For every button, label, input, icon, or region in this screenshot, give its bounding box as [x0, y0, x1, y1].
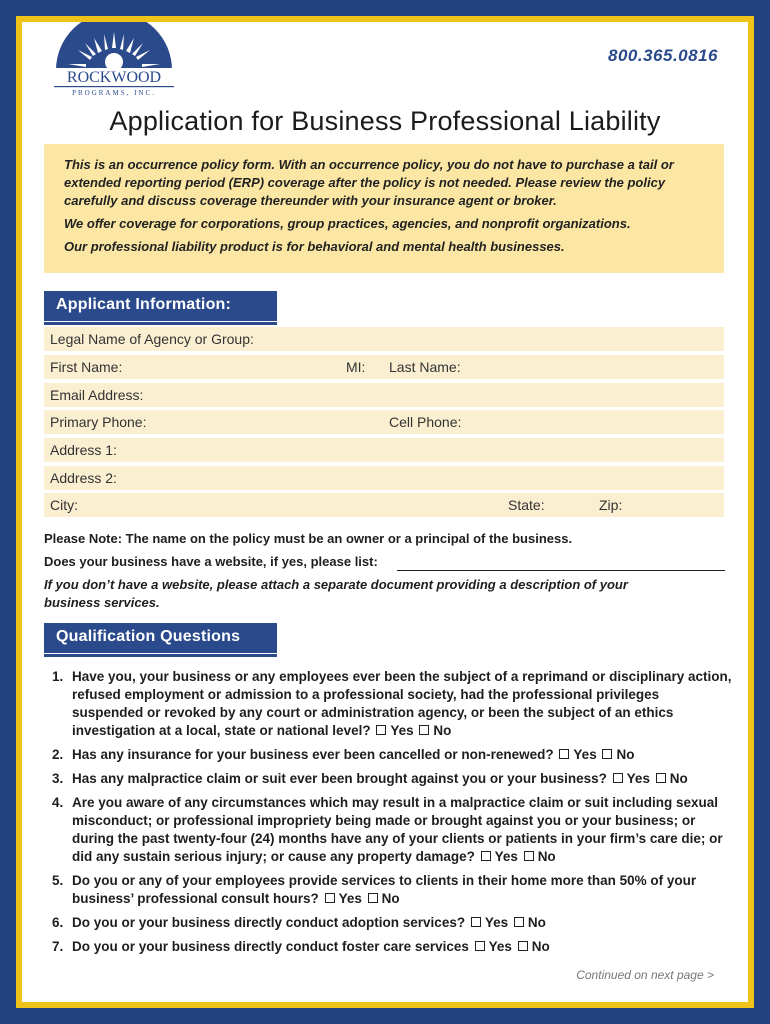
question-text: Do you or any of your employees provide services to clients in their home more than 50% of your business’ professional consult hours?	[72, 873, 697, 906]
legal-name-field[interactable]	[44, 327, 724, 351]
city-label: City:	[50, 497, 78, 513]
yes-checkbox[interactable]	[325, 893, 335, 903]
yes-label: Yes	[488, 939, 512, 954]
yes-label: Yes	[338, 891, 362, 906]
qualification-question-list	[52, 668, 732, 962]
yes-checkbox[interactable]	[471, 917, 481, 927]
qualification-questions-heading: Qualification Questions	[44, 623, 277, 653]
no-checkbox[interactable]	[602, 749, 612, 759]
question-number: 6.	[52, 915, 64, 930]
applicant-information-heading: Applicant Information:	[44, 291, 277, 321]
no-label: No	[616, 747, 635, 762]
no-label: No	[531, 939, 550, 954]
notice-coverage: We offer coverage for corporations, group practices, agencies, and nonprofit organizations.	[64, 216, 631, 231]
notice-occurrence-policy: This is an occurrence policy form. With an occurrence policy, you do not have to purchase a tail or extended reporting period (ERP) coverage after the policy is not needed. Please review the policy carefully and discuss coverage thereunder with your insurance agent or broker.	[64, 157, 674, 208]
no-label: No	[381, 891, 400, 906]
question-text: Has any malpractice claim or suit ever been brought against you or your business?	[72, 771, 607, 786]
form-page	[22, 22, 748, 1002]
yes-label: Yes	[626, 771, 650, 786]
mi-label: MI:	[346, 359, 366, 375]
phone-row	[44, 410, 724, 434]
primary-phone-label: Primary Phone:	[50, 414, 147, 430]
no-checkbox[interactable]	[368, 893, 378, 903]
logo-subtitle: PROGRAMS, INC.	[72, 89, 156, 97]
address1-label: Address 1:	[50, 442, 117, 458]
no-label: No	[527, 915, 546, 930]
question-number: 5.	[52, 873, 64, 888]
continued-next-page: Continued on next page >	[576, 968, 714, 982]
question-3	[52, 770, 732, 788]
question-7	[52, 938, 732, 956]
address1-field[interactable]	[44, 438, 724, 462]
yes-label: Yes	[390, 723, 414, 738]
owner-note: Please Note: The name on the policy must be an owner or a principal of the business.	[44, 531, 573, 546]
logo-name: ROCKWOOD	[66, 69, 162, 86]
name-row	[44, 355, 724, 379]
question-number: 2.	[52, 747, 64, 762]
no-checkbox[interactable]	[419, 725, 429, 735]
question-1	[52, 668, 732, 740]
yes-label: Yes	[494, 849, 518, 864]
question-text: Are you aware of any circumstances which may result in a malpractice claim or suit including sexual misconduct; or professional impropriety being made or brought against you or your business; or during the past twenty-four (24) months have any of your clients or patients in your firm’s care die; or did any sustain serious injury; or cause any property damage?	[72, 795, 723, 864]
page-title: Application for Business Professional Liability	[109, 106, 661, 136]
first-name-label: First Name:	[50, 359, 123, 375]
question-text: Do you or your business directly conduct foster care services	[72, 939, 469, 954]
no-checkbox[interactable]	[518, 941, 528, 951]
question-4	[52, 794, 732, 866]
question-2	[52, 746, 732, 764]
legal-name-label: Legal Name of Agency or Group:	[50, 331, 254, 347]
notice-product: Our professional liability product is for behavioral and mental health businesses.	[64, 239, 565, 254]
no-checkbox[interactable]	[524, 851, 534, 861]
address2-label: Address 2:	[50, 470, 117, 486]
yes-label: Yes	[484, 915, 509, 930]
yes-checkbox[interactable]	[613, 773, 623, 783]
question-number: 7.	[52, 939, 64, 954]
rockwood-logo	[50, 22, 178, 100]
question-number: 4.	[52, 795, 64, 810]
website-question: Does your business have a website, if yes, please list:	[44, 554, 378, 569]
cell-phone-label: Cell Phone:	[389, 414, 462, 430]
no-website-note: If you don’t have a website, please attach a separate document providing a description of your business services.	[44, 577, 628, 610]
question-number: 3.	[52, 771, 64, 786]
yes-checkbox[interactable]	[475, 941, 485, 951]
question-5	[52, 872, 732, 908]
yes-checkbox[interactable]	[376, 725, 386, 735]
yes-label: Yes	[573, 747, 597, 762]
address2-field[interactable]	[44, 466, 724, 490]
no-checkbox[interactable]	[514, 917, 524, 927]
no-label: No	[537, 849, 556, 864]
notice-box	[44, 144, 724, 273]
yes-checkbox[interactable]	[481, 851, 491, 861]
question-number: 1.	[52, 669, 64, 684]
no-label: No	[433, 723, 452, 738]
question-text: Do you or your business directly conduct adoption services?	[72, 915, 466, 930]
email-label: Email Address:	[50, 387, 144, 403]
no-label: No	[669, 771, 688, 786]
email-field[interactable]	[44, 383, 724, 407]
question-text: Has any insurance for your business ever been cancelled or non-renewed?	[72, 747, 554, 762]
website-input-line[interactable]	[397, 570, 725, 571]
no-checkbox[interactable]	[656, 773, 666, 783]
city-state-zip-row	[44, 493, 724, 517]
state-label: State:	[508, 497, 545, 513]
zip-label: Zip:	[599, 497, 623, 513]
last-name-label: Last Name:	[389, 359, 461, 375]
yes-checkbox[interactable]	[559, 749, 569, 759]
question-6	[52, 914, 732, 932]
question-text: Have you, your business or any employees ever been the subject of a reprimand or disciplinary action, refused employment or admission to a professional society, had the professional privileges suspended or revoked by any court or administration agency, or been the subject of an ethics investigation at a local, state or national level?	[72, 669, 732, 738]
phone-number[interactable]: 800.365.0816	[608, 46, 718, 65]
